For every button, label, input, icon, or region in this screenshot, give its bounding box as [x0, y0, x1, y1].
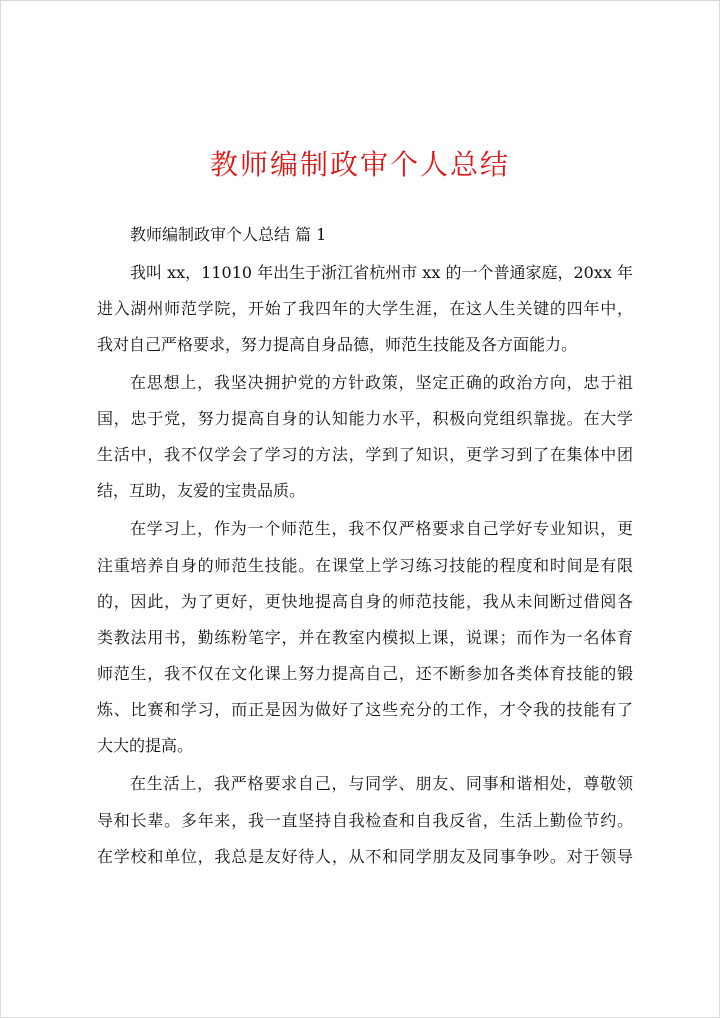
paragraph-line: 炼、比赛和学习，而正是因为做好了这些充分的工作，才令我的技能有了 [97, 700, 633, 719]
paragraph-line: 的，因此，为了更好，更快地提高自身的师范技能，我从未间断过借阅各 [97, 592, 633, 611]
paragraph-line: 我叫 xx，11010 年出生于浙江省杭州市 xx 的一个普通家庭，20xx 年 [130, 263, 633, 282]
paragraph-line: 在思想上，我坚决拥护党的方针政策，坚定正确的政治方向，忠于祖 [130, 373, 633, 392]
paragraph-line: 我对自己严格要求，努力提高自身品德，师范生技能及各方面能力。 [97, 335, 578, 354]
paragraph-line: 在学校和单位，我总是友好待人，从不和同学朋友及同事争吵。对于领导 [97, 847, 633, 866]
document-title: 教师编制政审个人总结 [209, 148, 510, 181]
section-heading: 教师编制政审个人总结 篇 1 [130, 225, 327, 244]
paragraph-line: 师范生，我不仅在文化课上努力提高自己，还不断参加各类体育技能的锻 [97, 664, 633, 683]
paragraph-line: 类教法用书，勤练粉笔字，并在教室内模拟上课，说课；而作为一名体育 [97, 628, 633, 647]
paragraph-line: 在生活上，我严格要求自己，与同学、朋友、同事和谐相处，尊敬领 [130, 774, 633, 793]
paragraph-line: 导和长辈。多年来，我一直坚持自我检查和自我反省，生活上勤俭节约。 [97, 811, 633, 830]
paragraph-line: 大大的提高。 [97, 736, 194, 755]
paragraph-line: 结，互助，友爱的宝贵品质。 [97, 481, 306, 500]
paragraph-line: 注重培养自身的师范生技能。在课堂上学习练习技能的程度和时间是有限 [97, 556, 633, 575]
paragraph-line: 生活中，我不仅学会了学习的方法，学到了知识，更学习到了在集体中团 [97, 445, 633, 464]
paragraph-line: 国，忠于党，努力提高自身的认知能力水平，积极向党组织靠拢。在大学 [97, 409, 633, 428]
paragraph-line: 进入湖州师范学院，开始了我四年的大学生涯，在这人生关键的四年中， [97, 299, 633, 318]
paragraph-line: 在学习上，作为一个师范生，我不仅严格要求自己学好专业知识，更 [130, 519, 633, 538]
